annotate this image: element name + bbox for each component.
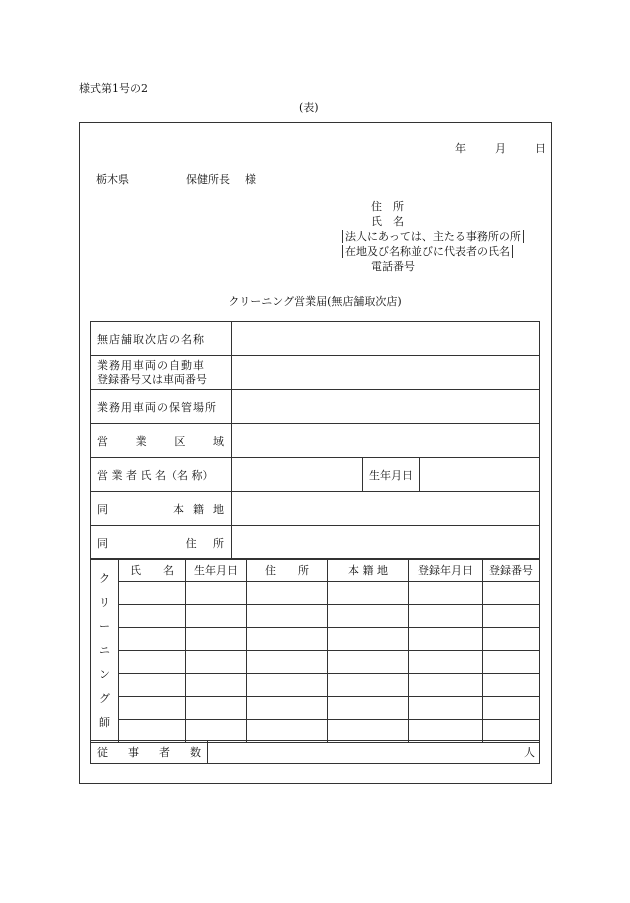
cell[interactable]: [247, 651, 328, 674]
form-title: クリーニング営業届(無店舗取次店): [228, 295, 402, 308]
cell[interactable]: [483, 697, 540, 720]
addressee: [96, 171, 256, 187]
cell[interactable]: [483, 674, 540, 697]
col-domicile: 本 籍 地: [328, 559, 409, 582]
table-row: [91, 697, 540, 720]
cell[interactable]: [409, 674, 483, 697]
year-label: 年: [455, 142, 466, 155]
table-row: [91, 582, 540, 605]
cell[interactable]: [483, 582, 540, 605]
table-header-row: [91, 559, 540, 582]
cell[interactable]: [409, 651, 483, 674]
char: 所: [212, 536, 225, 550]
owner-name-field[interactable]: [232, 458, 363, 492]
char: 籍: [193, 502, 205, 516]
table-row: [91, 390, 540, 424]
birth-date-label: 生年月日: [363, 458, 420, 492]
owner-name-label: 営 業 者 氏 名（名 称）: [91, 458, 232, 492]
char: ニ: [99, 643, 110, 657]
honorific: 様: [245, 173, 256, 186]
cell[interactable]: [409, 605, 483, 628]
vehicle-number-field[interactable]: [232, 356, 540, 390]
char: 域: [212, 434, 225, 448]
table-row: [91, 356, 540, 390]
cell[interactable]: [186, 674, 247, 697]
char: 者: [159, 746, 170, 759]
cell[interactable]: [119, 651, 186, 674]
cell[interactable]: [119, 605, 186, 628]
table-row: [91, 526, 540, 560]
cell[interactable]: [328, 605, 409, 628]
cell[interactable]: [186, 628, 247, 651]
store-name-field[interactable]: [232, 322, 540, 356]
char: 同: [97, 536, 109, 550]
table-row: [91, 322, 540, 356]
domicile-label: [91, 492, 232, 526]
char: 同: [97, 502, 109, 516]
cell[interactable]: [483, 628, 540, 651]
char: 営: [97, 434, 109, 448]
cell[interactable]: [328, 628, 409, 651]
prefecture: 栃木県: [96, 173, 129, 186]
cell[interactable]: [409, 697, 483, 720]
cell[interactable]: [483, 651, 540, 674]
main-table: [90, 321, 540, 560]
char: グ: [99, 691, 110, 705]
cell[interactable]: [247, 605, 328, 628]
cell[interactable]: [186, 582, 247, 605]
char: 業: [135, 434, 148, 448]
business-area-label: [91, 424, 232, 458]
col-registration-date: 登録年月日: [409, 559, 483, 582]
char: 本: [173, 502, 185, 516]
table-row: [91, 651, 540, 674]
cleaner-vertical-label: [91, 559, 119, 743]
char: 事: [128, 746, 139, 759]
col-name: 氏 名: [119, 559, 186, 582]
cell[interactable]: [247, 628, 328, 651]
day-label: 日: [535, 142, 546, 155]
cell[interactable]: [247, 582, 328, 605]
cell[interactable]: [186, 651, 247, 674]
business-area-field[interactable]: [232, 424, 540, 458]
col-registration-number: 登録番号: [483, 559, 540, 582]
char: リ: [99, 595, 110, 609]
col-birth-date: 生年月日: [186, 559, 247, 582]
month-label: 月: [495, 142, 506, 155]
char: 従: [97, 746, 108, 759]
char: 数: [190, 746, 201, 759]
vehicle-label-line1: 業務用車両の自動車: [97, 358, 205, 372]
cell[interactable]: [328, 697, 409, 720]
health-center-chief: 保健所長: [186, 173, 230, 186]
cell[interactable]: [247, 674, 328, 697]
table-row: [91, 741, 540, 764]
vehicle-number-label: [91, 356, 232, 390]
cleaner-table: [90, 558, 540, 743]
domicile-field[interactable]: [232, 492, 540, 526]
cell[interactable]: [119, 628, 186, 651]
cell[interactable]: [409, 582, 483, 605]
date-line: [455, 140, 546, 156]
staff-count-field[interactable]: [208, 741, 540, 764]
table-row: [91, 674, 540, 697]
cell[interactable]: [119, 697, 186, 720]
cell[interactable]: [483, 605, 540, 628]
table-row: [91, 605, 540, 628]
staff-unit: 人: [524, 746, 535, 759]
cell[interactable]: [119, 582, 186, 605]
cell[interactable]: [328, 674, 409, 697]
cell[interactable]: [328, 651, 409, 674]
char: ー: [99, 619, 110, 633]
staff-count-label: [91, 741, 208, 764]
storage-place-field[interactable]: [232, 390, 540, 424]
char: 区: [174, 434, 187, 448]
residence-field[interactable]: [232, 526, 540, 560]
char: ン: [99, 667, 110, 681]
residence-label: [91, 526, 232, 560]
cell[interactable]: [119, 674, 186, 697]
corporate-note-2: 在地及び名称並びに代表者の氏名: [342, 245, 513, 258]
form-number: 様式第1号の2: [79, 82, 148, 95]
name-label: 氏 名: [371, 215, 404, 228]
corporate-note-1: 法人にあっては、主たる事務所の所: [342, 230, 524, 243]
cell[interactable]: [409, 628, 483, 651]
table-row: [91, 492, 540, 526]
char: ク: [99, 571, 110, 585]
char: 師: [99, 715, 110, 729]
side-indicator: (表): [299, 101, 319, 114]
table-row: [91, 424, 540, 458]
staff-table: [90, 740, 540, 764]
applicant-block: [343, 199, 524, 274]
cell[interactable]: [247, 697, 328, 720]
char: 住: [185, 536, 198, 550]
vehicle-label-line2: 登録番号又は車両番号: [97, 372, 207, 386]
table-row: [91, 458, 540, 492]
col-address: 住 所: [247, 559, 328, 582]
cell[interactable]: [186, 605, 247, 628]
cell[interactable]: [186, 697, 247, 720]
birth-date-field[interactable]: [420, 458, 540, 492]
cell[interactable]: [328, 582, 409, 605]
address-label: 住 所: [371, 200, 404, 213]
phone-label: 電話番号: [371, 260, 415, 273]
char: 地: [213, 502, 225, 516]
store-name-label: 無店舗取次店の名称: [91, 322, 232, 356]
table-row: [91, 628, 540, 651]
storage-place-label: 業務用車両の保管場所: [91, 390, 232, 424]
